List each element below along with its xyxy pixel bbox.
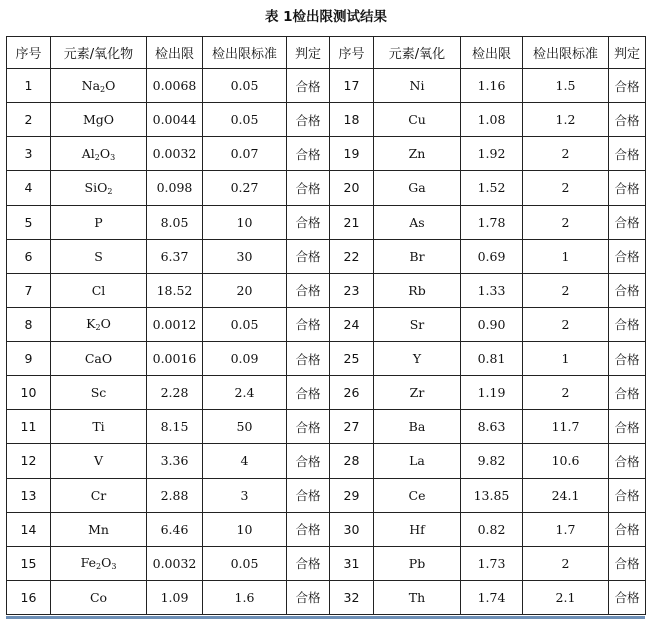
table-row [7,546,646,580]
limit-cell: 0.0032 [147,546,203,580]
header-index: 序号 [7,37,51,69]
verdict-cell: 合格 [287,239,330,273]
element-cell: S [51,239,147,273]
element-cell: Th [374,580,461,614]
element-cell: MgO [51,103,147,137]
limit-standard-cell: 2 [523,205,609,239]
limit-standard-cell: 11.7 [523,410,609,444]
limit-standard-cell: 2.1 [523,580,609,614]
verdict-cell: 合格 [609,273,646,307]
index-cell: 32 [330,580,374,614]
verdict-cell: 合格 [609,137,646,171]
verdict-cell: 合格 [287,580,330,614]
table-row [7,376,646,410]
limit-standard-cell: 0.05 [203,307,287,341]
limit-standard-cell: 1.7 [523,512,609,546]
limit-standard-cell: 2 [523,137,609,171]
table-row [7,171,646,205]
header-element: 元素/氧化 [374,37,461,69]
element-cell: $K_2O$ [51,307,147,341]
table-row [7,580,646,614]
verdict-cell: 合格 [609,103,646,137]
element-cell: Hf [374,512,461,546]
verdict-cell: 合格 [287,410,330,444]
index-cell: 30 [330,512,374,546]
limit-cell: 0.82 [461,512,523,546]
limit-cell: 0.0032 [147,137,203,171]
limit-cell: 0.0016 [147,342,203,376]
element-cell: Br [374,239,461,273]
limit-standard-cell: 50 [203,410,287,444]
element-cell: Cl [51,273,147,307]
limit-standard-cell: 2 [523,376,609,410]
index-cell: 24 [330,307,374,341]
verdict-cell: 合格 [609,239,646,273]
element-cell: La [374,444,461,478]
table-title: 表 1检出限测试结果 [264,9,388,25]
element-cell: Mn [51,512,147,546]
table-row [7,205,646,239]
verdict-cell: 合格 [609,69,646,103]
index-cell: 12 [7,444,51,478]
index-cell: 16 [7,580,51,614]
table-row [7,512,646,546]
element-cell: $Al_2O_3$ [51,137,147,171]
table-row [7,137,646,171]
header-limit: 检出限 [461,37,523,69]
limit-cell: 0.098 [147,171,203,205]
limit-standard-cell: 1.2 [523,103,609,137]
limit-cell: 13.85 [461,478,523,512]
index-cell: 8 [7,307,51,341]
element-cell: Rb [374,273,461,307]
index-cell: 31 [330,546,374,580]
index-cell: 10 [7,376,51,410]
element-cell: Co [51,580,147,614]
verdict-cell: 合格 [609,171,646,205]
limit-standard-cell: 20 [203,273,287,307]
header-limit-standard: 检出限标准 [523,37,609,69]
element-cell: Pb [374,546,461,580]
element-cell: Zr [374,376,461,410]
header-verdict: 判定 [609,37,646,69]
index-cell: 13 [7,478,51,512]
index-cell: 15 [7,546,51,580]
element-cell: Y [374,342,461,376]
limit-cell: 6.46 [147,512,203,546]
element-cell: $Fe_2O_3$ [51,546,147,580]
verdict-cell: 合格 [609,478,646,512]
verdict-cell: 合格 [609,546,646,580]
table-row [7,307,646,341]
limit-standard-cell: 24.1 [523,478,609,512]
limit-standard-cell: 0.05 [203,546,287,580]
limit-cell: 0.69 [461,239,523,273]
limit-cell: 1.74 [461,580,523,614]
index-cell: 4 [7,171,51,205]
verdict-cell: 合格 [609,580,646,614]
limit-cell: 0.81 [461,342,523,376]
table-row [7,444,646,478]
element-cell: Sc [51,376,147,410]
table-row [7,239,646,273]
table-row [7,342,646,376]
limit-cell: 9.82 [461,444,523,478]
limit-standard-cell: 2 [523,171,609,205]
index-cell: 26 [330,376,374,410]
element-cell: P [51,205,147,239]
element-cell: Ti [51,410,147,444]
limit-standard-cell: 10.6 [523,444,609,478]
limit-cell: 8.63 [461,410,523,444]
index-cell: 3 [7,137,51,171]
element-cell: Ni [374,69,461,103]
header-element: 元素/氧化物 [51,37,147,69]
table-row [7,69,646,103]
bottom-rule [6,616,645,619]
verdict-cell: 合格 [287,546,330,580]
limit-cell: 2.28 [147,376,203,410]
limit-cell: 1.52 [461,171,523,205]
limit-cell: 1.73 [461,546,523,580]
verdict-cell: 合格 [287,478,330,512]
limit-cell: 3.36 [147,444,203,478]
index-cell: 2 [7,103,51,137]
element-cell: Ce [374,478,461,512]
table-row [7,410,646,444]
limit-standard-cell: 1.6 [203,580,287,614]
limit-standard-cell: 0.07 [203,137,287,171]
limit-standard-cell: 2 [523,307,609,341]
limit-standard-cell: 4 [203,444,287,478]
verdict-cell: 合格 [609,444,646,478]
header-row [7,37,646,69]
index-cell: 21 [330,205,374,239]
limit-cell: 1.33 [461,273,523,307]
element-cell: Ba [374,410,461,444]
verdict-cell: 合格 [287,69,330,103]
index-cell: 20 [330,171,374,205]
verdict-cell: 合格 [609,205,646,239]
limit-standard-cell: 2 [523,546,609,580]
index-cell: 22 [330,239,374,273]
limit-cell: 0.0012 [147,307,203,341]
table-row [7,103,646,137]
limit-standard-cell: 30 [203,239,287,273]
verdict-cell: 合格 [609,342,646,376]
element-cell: As [374,205,461,239]
element-cell: $Na_2O$ [51,69,147,103]
limit-standard-cell: 3 [203,478,287,512]
verdict-cell: 合格 [287,376,330,410]
index-cell: 17 [330,69,374,103]
index-cell: 11 [7,410,51,444]
limit-standard-cell: 0.09 [203,342,287,376]
limit-cell: 8.15 [147,410,203,444]
element-cell: SiO$_2$ [51,171,147,205]
limit-standard-cell: 0.05 [203,69,287,103]
limit-cell: 1.92 [461,137,523,171]
limit-cell: 1.19 [461,376,523,410]
limit-standard-cell: 1 [523,239,609,273]
verdict-cell: 合格 [609,376,646,410]
limit-standard-cell: 2 [523,273,609,307]
limit-standard-cell: 1 [523,342,609,376]
verdict-cell: 合格 [287,307,330,341]
element-cell: CaO [51,342,147,376]
limit-standard-cell: 0.27 [203,171,287,205]
header-index: 序号 [330,37,374,69]
element-cell: V [51,444,147,478]
element-cell: Zn [374,137,461,171]
index-cell: 6 [7,239,51,273]
verdict-cell: 合格 [609,410,646,444]
element-cell: Sr [374,307,461,341]
limit-standard-cell: 2.4 [203,376,287,410]
element-cell: Cu [374,103,461,137]
limit-cell: 0.0068 [147,69,203,103]
index-cell: 5 [7,205,51,239]
index-cell: 7 [7,273,51,307]
header-limit: 检出限 [147,37,203,69]
verdict-cell: 合格 [287,342,330,376]
index-cell: 14 [7,512,51,546]
verdict-cell: 合格 [609,307,646,341]
index-cell: 18 [330,103,374,137]
index-cell: 25 [330,342,374,376]
limit-standard-cell: 0.05 [203,103,287,137]
table-row [7,478,646,512]
index-cell: 28 [330,444,374,478]
limit-cell: 0.0044 [147,103,203,137]
table-row [7,273,646,307]
verdict-cell: 合格 [287,171,330,205]
limit-cell: 1.78 [461,205,523,239]
header-limit-standard: 检出限标准 [203,37,287,69]
detection-limit-table [6,36,646,615]
limit-cell: 8.05 [147,205,203,239]
limit-cell: 0.90 [461,307,523,341]
index-cell: 19 [330,137,374,171]
limit-standard-cell: 10 [203,205,287,239]
limit-cell: 18.52 [147,273,203,307]
limit-standard-cell: 1.5 [523,69,609,103]
index-cell: 27 [330,410,374,444]
limit-cell: 1.08 [461,103,523,137]
limit-standard-cell: 10 [203,512,287,546]
element-cell: Cr [51,478,147,512]
element-cell: Ga [374,171,461,205]
limit-cell: 2.88 [147,478,203,512]
index-cell: 1 [7,69,51,103]
verdict-cell: 合格 [287,137,330,171]
index-cell: 29 [330,478,374,512]
verdict-cell: 合格 [287,273,330,307]
limit-cell: 1.16 [461,69,523,103]
verdict-cell: 合格 [609,512,646,546]
verdict-cell: 合格 [287,205,330,239]
limit-cell: 6.37 [147,239,203,273]
verdict-cell: 合格 [287,512,330,546]
index-cell: 9 [7,342,51,376]
limit-cell: 1.09 [147,580,203,614]
verdict-cell: 合格 [287,103,330,137]
verdict-cell: 合格 [287,444,330,478]
header-verdict: 判定 [287,37,330,69]
index-cell: 23 [330,273,374,307]
